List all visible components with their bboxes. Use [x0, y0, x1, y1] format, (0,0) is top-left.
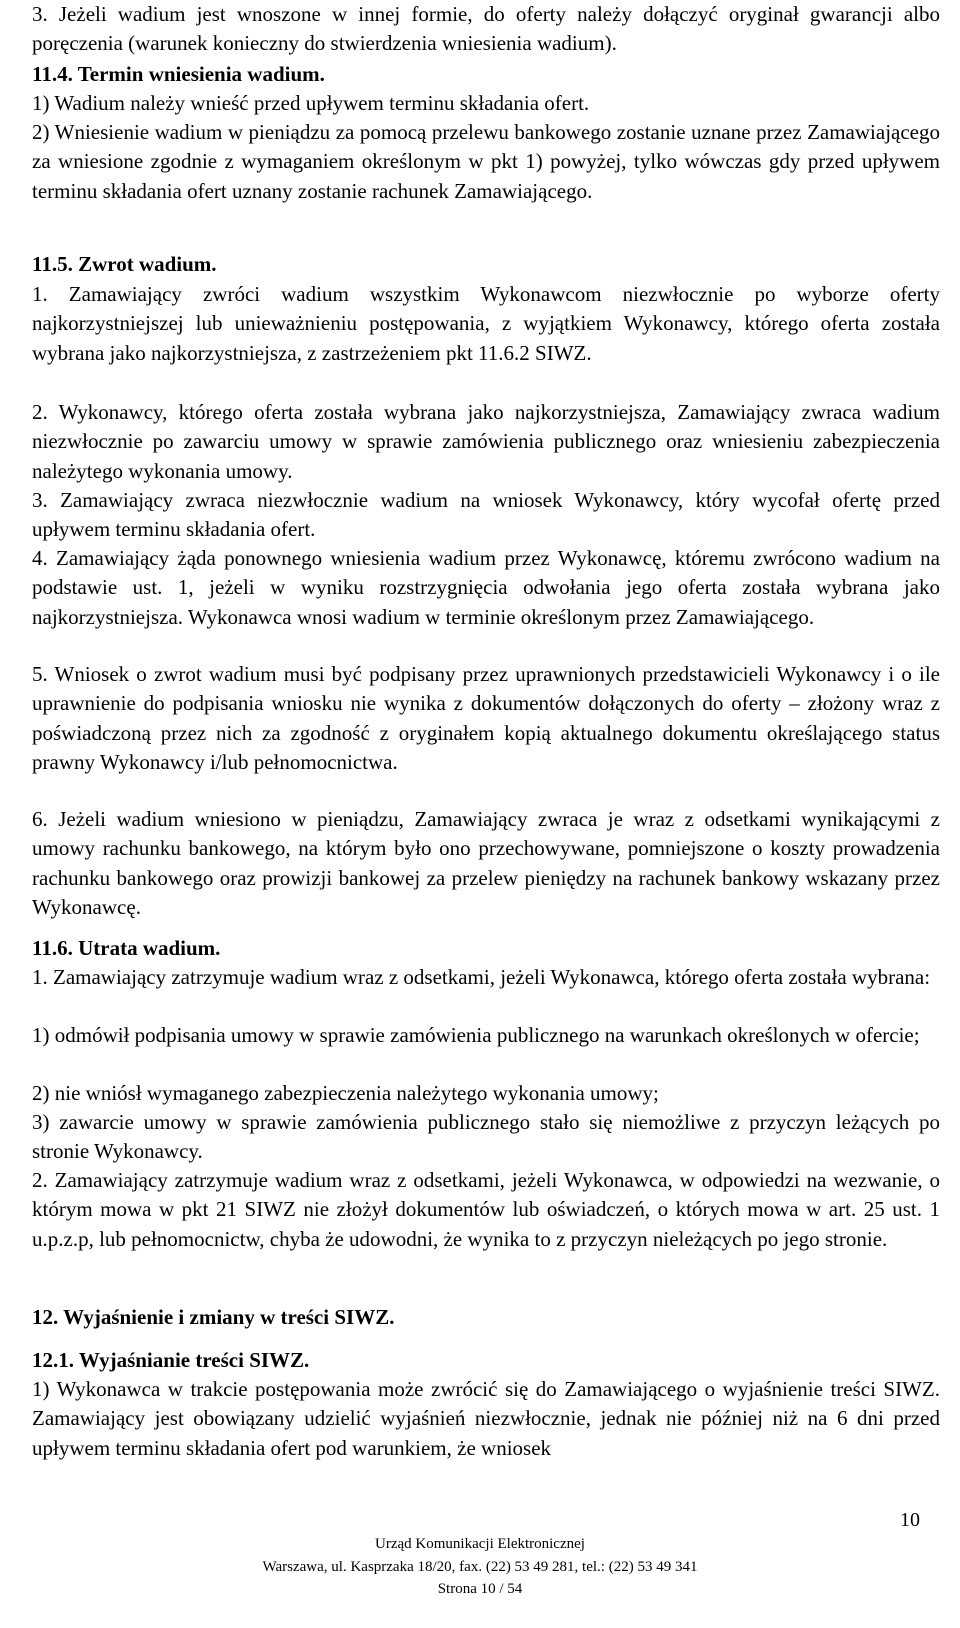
- paragraph-12-1-1: 1) Wykonawca w trakcie postępowania może zwrócić się do Zamawiającego o wyjaśnienie treści SIWZ. Zamawiający jest obowiązany udzielić wyjaśnień niezwłocznie, jednak nie później niż na 6 dni przed upływem terminu składania ofert pod warunkiem, że wniosek: [32, 1377, 940, 1460]
- heading-12: 12. Wyjaśnienie i zmiany w treści SIWZ.: [32, 1305, 395, 1329]
- paragraph-11-5-1: 1. Zamawiający zwróci wadium wszystkim Wykonawcom niezwłocznie po wyborze oferty najkorzystniejszej lub unieważnieniu postępowania, z wyjątkiem Wykonawcy, którego oferta została wybrana jako najkorzystniejsza, z zastrzeżeniem pkt 11.6.2 SIWZ.: [32, 282, 940, 365]
- paragraph-11-6-2: 2. Zamawiający zatrzymuje wadium wraz z odsetkami, jeżeli Wykonawca, w odpowiedzi na wezwanie, o którym mowa w pkt 21 SIWZ nie złożył dokumentów lub oświadczeń, o których mowa w art. 25 ust. 1 u.p.z.p, lub pełnomocnictw, chyba że udowodni, że wynika to z przyczyn nieleżących po jego stronie.: [32, 1168, 940, 1251]
- paragraph-11-5-4: 4. Zamawiający żąda ponownego wniesienia wadium przez Wykonawcę, któremu zwrócono wadium na podstawie ust. 1, jeżeli w wyniku rozstrzygnięcia odwołania jego oferta została wybrana jako najkorzystniejsza. Wykonawca wnosi wadium w terminie określonym przez Zamawiającego.: [32, 546, 940, 629]
- paragraph-11-4-2: 2) Wniesienie wadium w pieniądzu za pomocą przelewu bankowego zostanie uznane przez Zamawiającego za wniesione zgodnie z wymaganiem określonym w pkt 1) powyżej, tylko wówczas gdy przed upływem terminu składania ofert uznany zostanie rachunek Zamawiającego.: [32, 120, 940, 203]
- heading-12-1: 12.1. Wyjaśnianie treści SIWZ.: [32, 1348, 310, 1372]
- footer-page-label: Strona 10 / 54: [437, 1581, 523, 1597]
- paragraph-11-6-1-1: 1) odmówił podpisania umowy w sprawie zamówienia publicznego na warunkach określonych w ofercie;: [32, 1023, 920, 1047]
- paragraph-11-5-3: 3. Zamawiający zwraca niezwłocznie wadium na wniosek Wykonawcy, który wycofał ofertę przed upływem terminu składania ofert.: [32, 488, 940, 542]
- heading-11-4: 11.4. Termin wniesienia wadium.: [32, 62, 325, 86]
- footer-org: Urząd Komunikacji Elektronicznej: [375, 1536, 585, 1552]
- paragraph-11-5-6: 6. Jeżeli wadium wniesiono w pieniądzu, Zamawiający zwraca je wraz z odsetkami wynikającymi z umowy rachunku bankowego, na którym było ono przechowywane, pomniejszone o koszty prowadzenia rachunku bankowego oraz prowizji bankowej za przelew pieniędzy na rachunek bankowy wskazany przez Wykonawcę.: [32, 807, 940, 919]
- heading-11-5: 11.5. Zwrot wadium.: [32, 252, 217, 276]
- paragraph-11-5-5: 5. Wniosek o zwrot wadium musi być podpisany przez uprawnionych przedstawicieli Wykonawcy i o ile uprawnienie do podpisania wniosku nie wynika z dokumentów dołączonych do oferty – złożony wraz z poświadczoną przez nich za zgodność z oryginałem kopią aktualnego dokumentu określającego status prawny Wykonawcy i/lub pełnomocnictwa.: [32, 662, 940, 774]
- paragraph-11-6-1-3: 3) zawarcie umowy w sprawie zamówienia publicznego stało się niemożliwe z przyczyn leżących po stronie Wykonawcy.: [32, 1110, 940, 1164]
- paragraph-11-6-1: 1. Zamawiający zatrzymuje wadium wraz z odsetkami, jeżeli Wykonawca, którego oferta została wybrana:: [32, 965, 931, 989]
- heading-11-6: 11.6. Utrata wadium.: [32, 936, 221, 960]
- paragraph-11-3-3: 3. Jeżeli wadium jest wnoszone w innej formie, do oferty należy dołączyć oryginał gwarancji albo poręczenia (warunek konieczny do stwierdzenia wniesienia wadium).: [32, 2, 940, 56]
- page-number: 10: [900, 1509, 920, 1531]
- paragraph-11-4-1: 1) Wadium należy wnieść przed upływem terminu składania ofert.: [32, 91, 590, 115]
- footer-address: Warszawa, ul. Kasprzaka 18/20, fax. (22) 53 49 281, tel.: (22) 53 49 341: [262, 1559, 698, 1575]
- paragraph-11-5-2: 2. Wykonawcy, którego oferta została wybrana jako najkorzystniejsza, Zamawiający zwraca wadium niezwłocznie po zawarciu umowy w sprawie zamówienia publicznego oraz wniesieniu zabezpieczenia należytego wykonania umowy.: [32, 400, 940, 483]
- paragraph-11-6-1-2: 2) nie wniósł wymaganego zabezpieczenia należytego wykonania umowy;: [32, 1081, 659, 1105]
